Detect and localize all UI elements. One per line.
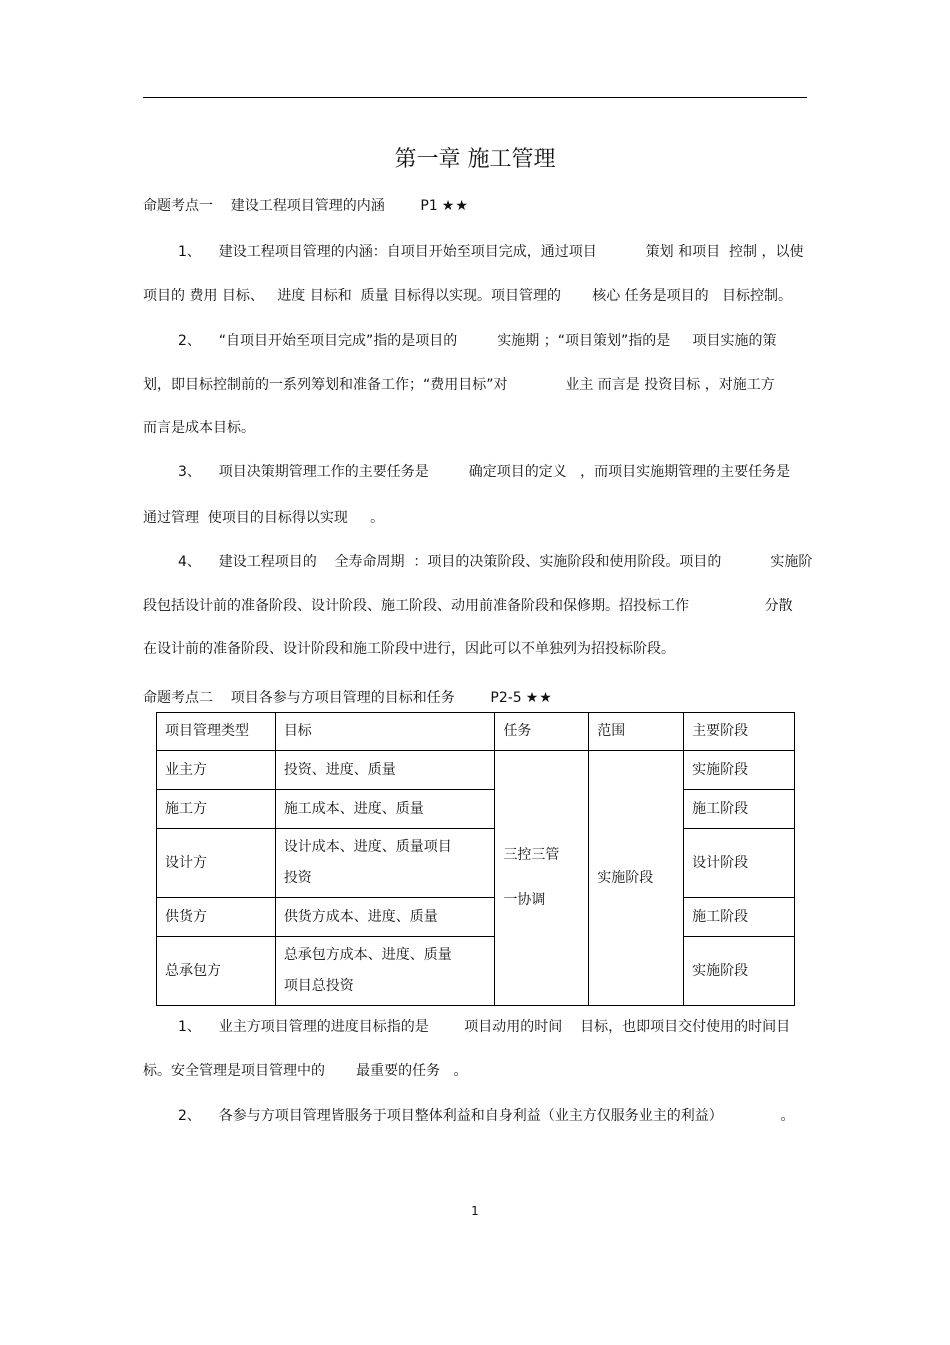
task-line: 三控三管 bbox=[503, 847, 560, 863]
management-table bbox=[156, 712, 795, 1006]
table-header-cell: 范围 bbox=[589, 713, 684, 751]
table-cell-task bbox=[495, 751, 589, 1006]
difficulty-stars: ★★ bbox=[525, 690, 553, 706]
table-cell-goal: 施工成本、进度、质量 bbox=[275, 790, 495, 829]
table-cell-scope: 实施阶段 bbox=[589, 751, 684, 1006]
table-header-row bbox=[157, 713, 795, 751]
paragraph-line: 通过管理 使项目的目标得以实现 。 bbox=[143, 510, 385, 526]
page-number: 1 bbox=[471, 1204, 479, 1218]
paragraph-line: 4、 建设工程项目的 全寿命周期 ：项目的决策阶段、实施阶段和使用阶段。项目的 实施阶 bbox=[178, 554, 813, 570]
goal-line: 设计成本、进度、质量项目 bbox=[283, 839, 452, 855]
task-line: 一协调 bbox=[503, 892, 546, 908]
paragraph-line: 划，即目标控制前的一系列筹划和准备工作；“费用目标”对 业主 而言是 投资目标 ，对施工方 bbox=[143, 377, 775, 393]
table-cell-type: 业主方 bbox=[157, 751, 276, 790]
paragraph-line: 2、 各参与方项目管理皆服务于项目整体利益和自身利益（业主方仅服务业主的利益） 。 bbox=[178, 1108, 795, 1124]
chapter-title: 第一章 施工管理 bbox=[394, 147, 556, 172]
table-header-cell: 任务 bbox=[495, 713, 589, 751]
goal-line: 项目总投资 bbox=[283, 978, 354, 994]
goal-line: 投资 bbox=[283, 870, 312, 886]
section-heading-2-text: 命题考点二 项目各参与方项目管理的目标和任务 P2-5 bbox=[143, 690, 522, 706]
paragraph-line: 1、 业主方项目管理的进度目标指的是 项目动用的时间 目标，也即项目交付使用的时间目 bbox=[178, 1019, 791, 1035]
table-row bbox=[157, 898, 795, 937]
section-heading-1 bbox=[143, 195, 469, 215]
table-row bbox=[157, 751, 795, 790]
section-heading-1-text: 命题考点一 建设工程项目管理的内涵 P1 bbox=[143, 198, 438, 214]
paragraph-line: 3、 项目决策期管理工作的主要任务是 确定项目的定义 ，而项目实施期管理的主要任务是 bbox=[178, 464, 791, 480]
table-cell-goal bbox=[275, 937, 495, 1006]
goal-line: 总承包方成本、进度、质量 bbox=[283, 947, 452, 963]
table-header-cell: 目标 bbox=[275, 713, 495, 751]
difficulty-stars: ★★ bbox=[441, 198, 469, 214]
paragraph-line: 项目的 费用 目标、 进度 目标和 质量 目标得以实现。项目管理的 核心 任务是项目的 目标控制。 bbox=[143, 288, 793, 304]
header-rule bbox=[143, 97, 807, 98]
table-cell-goal: 投资、进度、质量 bbox=[275, 751, 495, 790]
table-header-cell: 主要阶段 bbox=[684, 713, 795, 751]
table-row bbox=[157, 829, 795, 898]
paragraph-line: 标。安全管理是项目管理中的 最重要的任务 。 bbox=[143, 1063, 468, 1079]
table-cell-goal bbox=[275, 829, 495, 898]
table-cell-type: 总承包方 bbox=[157, 937, 276, 1006]
table-cell-goal: 供货方成本、进度、质量 bbox=[275, 898, 495, 937]
table-cell-type: 设计方 bbox=[157, 829, 276, 898]
table-cell-type: 施工方 bbox=[157, 790, 276, 829]
table-cell-type: 供货方 bbox=[157, 898, 276, 937]
paragraph-line: 而言是成本目标。 bbox=[143, 420, 255, 436]
table-cell-stage: 设计阶段 bbox=[684, 829, 795, 898]
paragraph-line: 2、 “自项目开始至项目完成”指的是项目的 实施期 ；“项目策划”指的是 项目实施的策 bbox=[178, 333, 777, 349]
paragraph-line: 段包括设计前的准备阶段、设计阶段、施工阶段、动用前准备阶段和保修期。招投标工作 分散 bbox=[143, 598, 793, 614]
table-cell-stage: 实施阶段 bbox=[684, 937, 795, 1006]
table-header-cell: 项目管理类型 bbox=[157, 713, 276, 751]
table-row bbox=[157, 937, 795, 1006]
paragraph-line: 在设计前的准备阶段、设计阶段和施工阶段中进行，因此可以不单独列为招投标阶段。 bbox=[143, 641, 675, 657]
table-cell-stage: 施工阶段 bbox=[684, 898, 795, 937]
section-heading-2 bbox=[143, 687, 553, 707]
table-cell-stage: 施工阶段 bbox=[684, 790, 795, 829]
table-cell-stage: 实施阶段 bbox=[684, 751, 795, 790]
table-row bbox=[157, 790, 795, 829]
paragraph-line: 1、 建设工程项目管理的内涵：自项目开始至项目完成，通过项目 策划 和项目 控制 ，以使 bbox=[178, 244, 804, 260]
